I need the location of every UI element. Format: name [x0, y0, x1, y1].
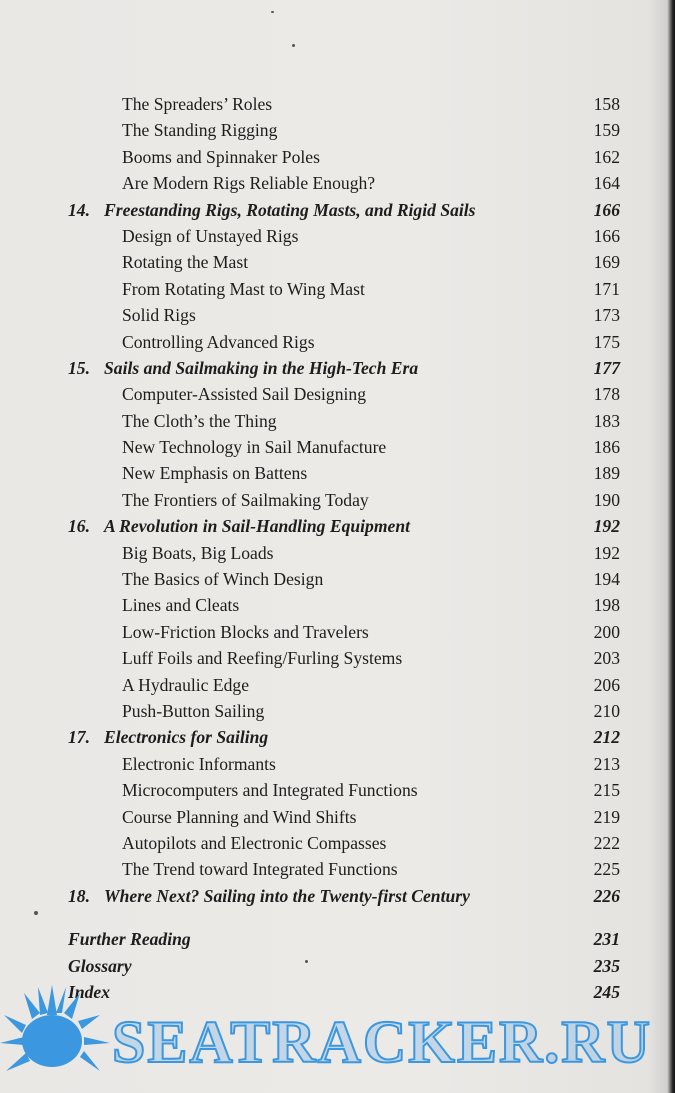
- chapter-title: Where Next? Sailing into the Twenty-first Century: [104, 885, 470, 906]
- page-number: 189: [593, 463, 620, 484]
- page-number: 166: [593, 199, 620, 220]
- section-title: Push-Button Sailing: [122, 700, 265, 721]
- page-number: 231: [593, 929, 620, 950]
- section-title: From Rotating Mast to Wing Mast: [122, 278, 365, 299]
- watermark: [0, 985, 675, 1093]
- chapter-title: Sails and Sailmaking in the High-Tech Era: [104, 357, 419, 378]
- page-number: 183: [593, 410, 620, 431]
- page-number: 162: [593, 146, 620, 167]
- chapter-title: A Revolution in Sail-Handling Equipment: [104, 516, 411, 537]
- chapter-number: 17.: [68, 727, 90, 748]
- toc-section-row: [0, 645, 675, 671]
- toc-section-row: [0, 249, 675, 275]
- page-number: 169: [593, 252, 620, 273]
- toc-chapter-row: [0, 724, 675, 750]
- section-title: Rotating the Mast: [122, 252, 249, 273]
- toc-section-row: [0, 91, 675, 117]
- toc-section-row: [0, 830, 675, 856]
- section-title: Luff Foils and Reefing/Furling Systems: [122, 648, 403, 669]
- section-title: Lines and Cleats: [122, 595, 240, 616]
- toc-section-row: [0, 777, 675, 803]
- back-matter-title: Index: [68, 981, 111, 1002]
- section-title: Big Boats, Big Loads: [122, 542, 274, 563]
- toc-section-row: [0, 117, 675, 143]
- section-title: Microcomputers and Integrated Functions: [122, 780, 418, 801]
- section-title: Booms and Spinnaker Poles: [122, 146, 320, 167]
- section-title: The Spreaders’ Roles: [122, 94, 273, 114]
- section-title: Design of Unstayed Rigs: [122, 225, 299, 246]
- toc-section-row: [0, 619, 675, 645]
- toc-section-row: [0, 566, 675, 592]
- watermark-text: SEATRACKER.RU: [112, 1009, 652, 1075]
- page-number: 210: [593, 700, 620, 721]
- toc-section-row: [0, 487, 675, 513]
- toc-section-row: [0, 408, 675, 434]
- speck: [271, 11, 274, 13]
- section-title: New Emphasis on Battens: [122, 463, 308, 484]
- section-title: A Hydraulic Edge: [122, 674, 250, 695]
- page-edge-shadow: [667, 0, 675, 1093]
- section-title: Computer-Assisted Sail Designing: [122, 384, 366, 405]
- page-number: 192: [593, 542, 620, 563]
- page-number: 222: [593, 832, 620, 853]
- toc-section-row: [0, 592, 675, 618]
- page-number: 164: [593, 173, 620, 194]
- toc-back-matter-row: [0, 926, 675, 952]
- speck: [292, 44, 295, 47]
- toc-section-row: [0, 751, 675, 777]
- toc-section-row: [0, 144, 675, 170]
- chapter-number: 18.: [68, 885, 90, 906]
- toc-section-row: [0, 434, 675, 460]
- page-number: 225: [593, 859, 620, 880]
- toc-section-row: [0, 672, 675, 698]
- page-number: 213: [593, 753, 620, 774]
- toc-section-row: [0, 540, 675, 566]
- page-number: 190: [593, 489, 620, 510]
- toc-chapter-row: [0, 355, 675, 381]
- toc-section-row: [0, 302, 675, 328]
- chapter-title: Electronics for Sailing: [104, 727, 269, 748]
- back-matter-title: Glossary: [68, 955, 132, 976]
- section-title: The Standing Rigging: [122, 120, 278, 141]
- chapter-number: 16.: [68, 516, 90, 537]
- page-number: 200: [593, 621, 620, 642]
- toc-section-row: [0, 381, 675, 407]
- page-number: 215: [593, 780, 620, 801]
- page-number: 166: [593, 225, 620, 246]
- toc-section-row: [0, 698, 675, 724]
- chapter-number: 15.: [68, 357, 90, 378]
- toc-section-row: [0, 276, 675, 302]
- section-title: Low-Friction Blocks and Travelers: [122, 621, 369, 642]
- toc-chapter-row: [0, 513, 675, 539]
- page-number: 186: [593, 437, 620, 458]
- page-number: 198: [593, 595, 620, 616]
- page-number: 158: [593, 94, 620, 114]
- section-title: Electronic Informants: [122, 753, 276, 774]
- toc-section-row: [0, 329, 675, 355]
- section-title: The Basics of Winch Design: [122, 569, 324, 590]
- page-number: 235: [593, 955, 620, 976]
- spacer: [0, 909, 675, 926]
- page-number: 245: [593, 981, 620, 1002]
- page-number: 226: [593, 885, 620, 906]
- page-number: 219: [593, 806, 620, 827]
- toc-chapter-row: [0, 883, 675, 909]
- page-number: 194: [593, 569, 620, 590]
- page-number: 206: [593, 674, 620, 695]
- page-number: 175: [593, 331, 620, 352]
- page-number: 178: [593, 384, 620, 405]
- page-number: 203: [593, 648, 620, 669]
- page-number: 192: [593, 516, 620, 537]
- page-number: 171: [593, 278, 620, 299]
- section-title: Controlling Advanced Rigs: [122, 331, 315, 352]
- page-number: 212: [593, 727, 620, 748]
- page-number: 177: [593, 357, 620, 378]
- toc-chapter-row: [0, 197, 675, 223]
- toc-back-matter-row: [0, 953, 675, 979]
- toc-section-row: [0, 856, 675, 882]
- section-title: New Technology in Sail Manufacture: [122, 437, 387, 458]
- back-matter-title: Further Reading: [68, 929, 191, 950]
- section-title: The Frontiers of Sailmaking Today: [122, 489, 369, 510]
- chapter-title: Freestanding Rigs, Rotating Masts, and Rigid Sails: [104, 199, 476, 220]
- chapter-number: 14.: [68, 199, 90, 220]
- page-number: 159: [593, 120, 620, 141]
- section-title: The Trend toward Integrated Functions: [122, 859, 398, 880]
- toc-section-row: [0, 223, 675, 249]
- page-number: 173: [593, 305, 620, 326]
- section-title: Autopilots and Electronic Compasses: [122, 832, 387, 853]
- section-title: Course Planning and Wind Shifts: [122, 806, 357, 827]
- toc-section-row: [0, 460, 675, 486]
- section-title: The Cloth’s the Thing: [122, 410, 277, 431]
- toc-section-row: [0, 804, 675, 830]
- section-title: Are Modern Rigs Reliable Enough?: [122, 173, 376, 194]
- table-of-contents: [0, 91, 675, 1005]
- toc-section-row: [0, 170, 675, 196]
- sun-burst-icon: [0, 985, 110, 1093]
- section-title: Solid Rigs: [122, 305, 196, 326]
